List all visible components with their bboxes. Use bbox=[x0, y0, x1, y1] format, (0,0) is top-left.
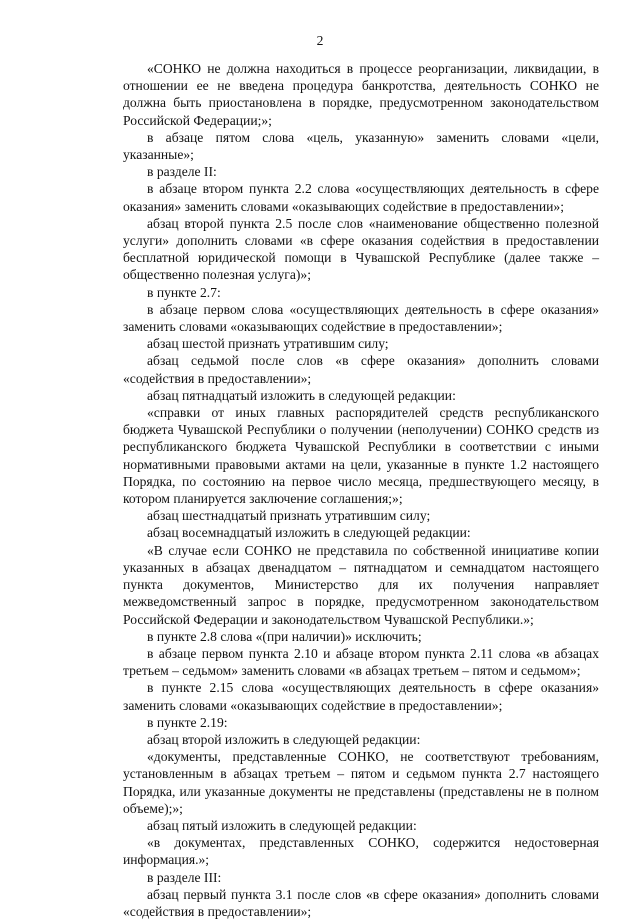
paragraph: абзац шестнадцатый признать утратившим силу; bbox=[147, 508, 431, 524]
paragraph: абзац восемнадцатый изложить в следующей редакции: bbox=[147, 525, 471, 541]
paragraph: в разделе III: bbox=[147, 869, 222, 885]
paragraph: в абзаце втором пункта 2.2 слова «осуществляющих деятельность в сфере оказания» заменить словами «оказывающих содействие в предоставлении»; bbox=[123, 181, 599, 214]
paragraph: «справки от иных главных распорядителей средств республиканского бюджета Чувашской Республики о получении (неполучении) СОНКО средств из республиканского бюджета Чувашской Республики в соответствии с иными нормативными правовыми актами на цели, указанные в пункте 1.2 настоящего Порядка, по состоянию на первое число месяца, предшествующего месяцу, в котором планируется заключение соглашения;»; bbox=[123, 405, 599, 507]
paragraph: «документы, представленные СОНКО, не соответствуют требованиям, установленным в абзацах третьем – пятом и седьмом пункта 2.7 настоящего Порядка, или указанные документы не представлены (представлены не в полном объеме);»; bbox=[123, 749, 599, 816]
paragraph: в абзаце первом пункта 2.10 и абзаце втором пункта 2.11 слова «в абзацах третьем – седьмом» заменить словами «в абзацах третьем – пятом и седьмом»; bbox=[123, 645, 599, 679]
paragraph: абзац пятый изложить в следующей редакции: bbox=[147, 817, 417, 833]
paragraph: «в документах, представленных СОНКО, содержится недостоверная информация.»; bbox=[123, 835, 599, 868]
paragraph: в пункте 2.15 слова «осуществляющих деятельность в сфере оказания» заменить словами «оказывающих содействие в предоставлении»; bbox=[123, 680, 599, 713]
paragraph: абзац седьмой после слов «в сфере оказания» дополнить словами «содействия в предоставлении»; bbox=[123, 353, 599, 386]
paragraph: в пункте 2.7: bbox=[147, 284, 221, 300]
paragraph: в пункте 2.19: bbox=[147, 714, 228, 730]
paragraph: абзац первый пункта 3.1 после слов «в сфере оказания» дополнить словами «содействия в предоставлении»; bbox=[123, 886, 599, 919]
paragraph: в абзаце первом слова «осуществляющих деятельность в сфере оказания» заменить словами «оказывающих содействие в предоставлении»; bbox=[123, 301, 599, 335]
paragraph: абзац пятнадцатый изложить в следующей редакции: bbox=[147, 387, 456, 403]
paragraph: «СОНКО не должна находиться в процессе реорганизации, ликвидации, в отношении ее не введена процедура банкротства, деятельность СОНКО не должна быть приостановлена в порядке, предусмотренном законодательством Российской Федерации;»; bbox=[123, 61, 599, 128]
page-number: 2 bbox=[316, 33, 324, 48]
paragraph: «В случае если СОНКО не представила по собственной инициативе копии указанных в абзацах двенадцатом – пятнадцатом и семнадцатом настоящего пункта документов, Министерство для их получения направляет межведомственный запрос в порядке, предусмотренном законодательством Российской Федерации и законодательством Чувашской Республики.»; bbox=[123, 542, 599, 627]
document-body bbox=[123, 60, 599, 920]
paragraph: абзац второй изложить в следующей редакции: bbox=[147, 731, 421, 747]
paragraph: в абзаце пятом слова «цель, указанную» заменить словами «цели, указанные»; bbox=[123, 129, 599, 163]
paragraph: в пункте 2.8 слова «(при наличии)» исключить; bbox=[147, 628, 422, 644]
paragraph: абзац второй пункта 2.5 после слов «наименование общественно полезной услуги» дополнить словами «в сфере оказания содействия в предоставлении бесплатной юридической помощи в Чувашской Республике (далее также – общественно полезная услуга)»; bbox=[123, 215, 599, 283]
paragraph: абзац шестой признать утратившим силу; bbox=[147, 336, 389, 352]
paragraph: в разделе II: bbox=[147, 164, 217, 180]
